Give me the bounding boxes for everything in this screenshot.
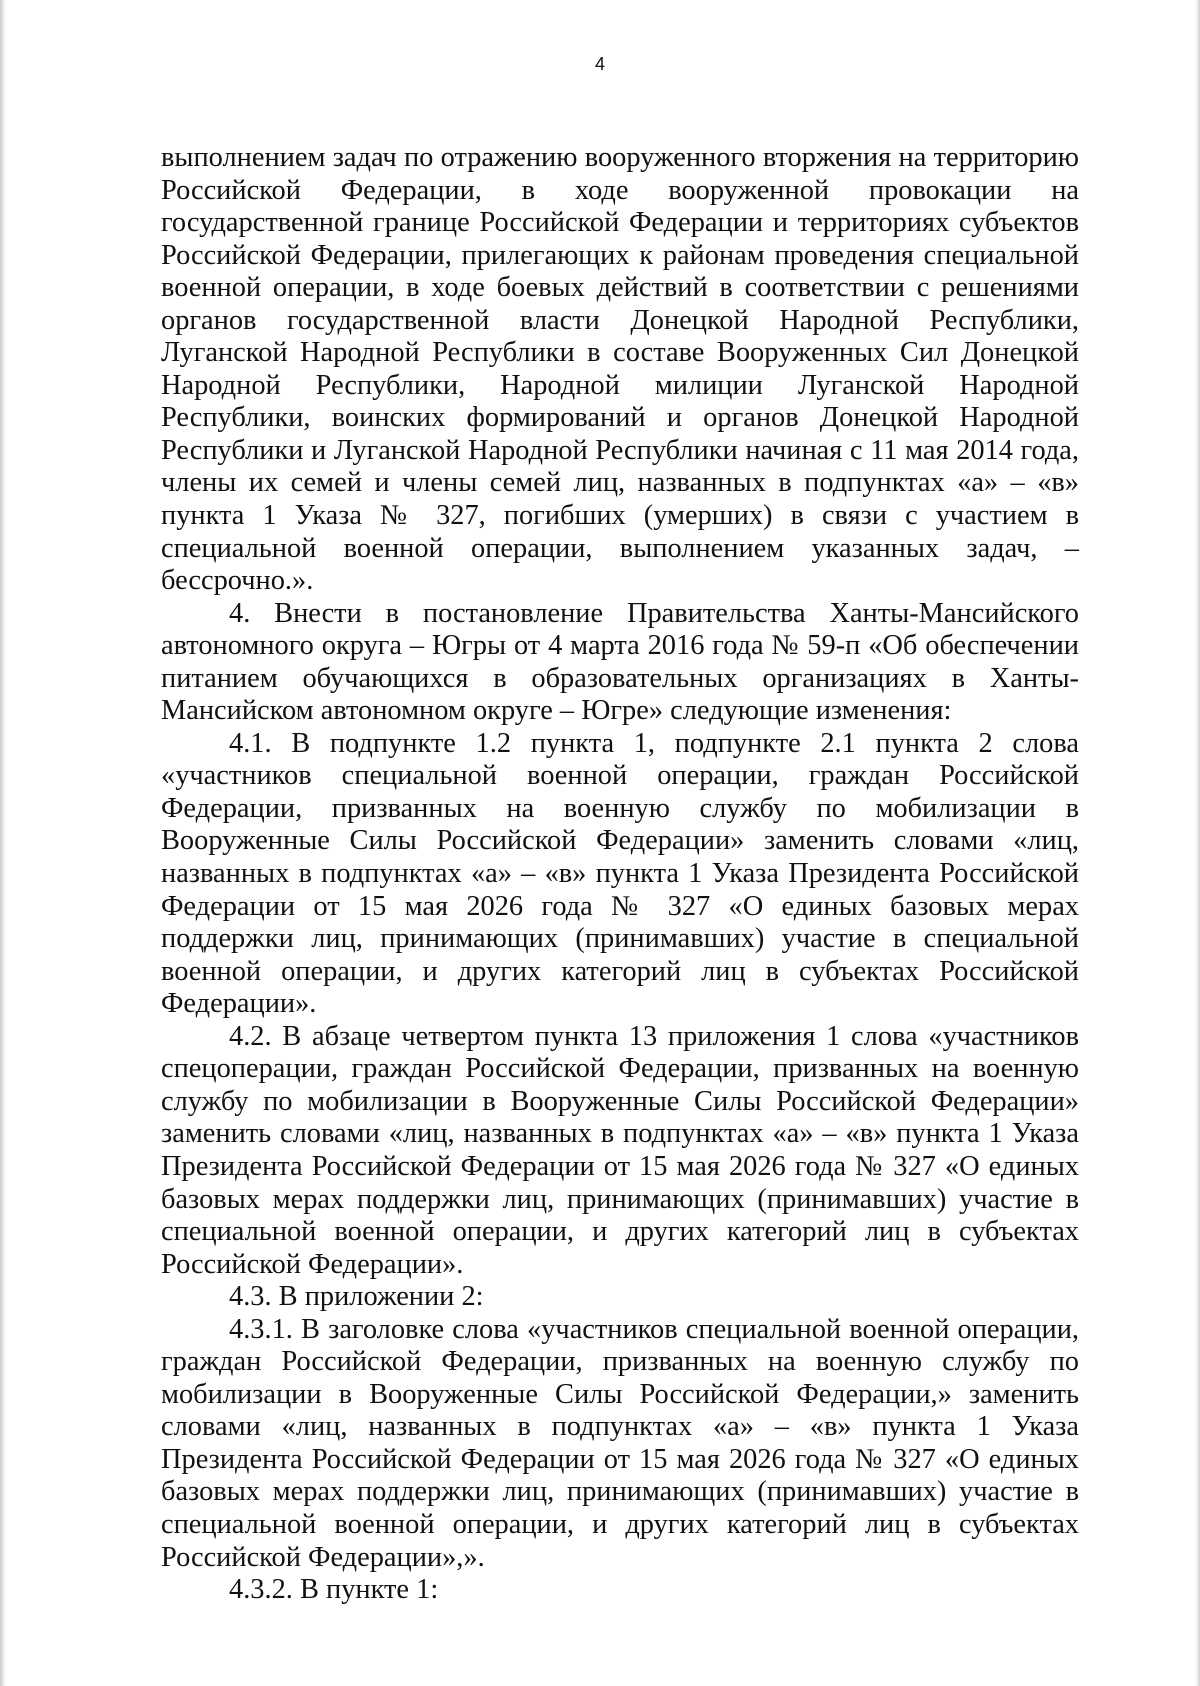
page-number: 4 [594, 54, 605, 74]
paragraph-item-4-3-1: 4.3.1. В заголовке слова «участников специальной военной операции, граждан Российской Федерации, призванных на военную службу по мобилизации в Вооруженные Силы Российской Федерации,» заменить словами «лиц, названных в подпунктах «а» – «в» пункта 1 Указа Президента Российской Федерации от 15 мая 2026 года № 327 «О единых базовых мерах поддержки лиц, принимающих (принимавших) участие в специальной военной операции, и других категорий лиц в субъектах Российской Федерации»,». [161, 1313, 1079, 1573]
paragraph-item-4-3-2: 4.3.2. В пункте 1: [229, 1574, 439, 1606]
paragraph-item-4: 4. Внести в постановление Правительства Ханты-Мансийского автономного округа – Югры от 4 марта 2016 года № 59-п «Об обеспечении питанием обучающихся в образовательных организациях в Ханты-Мансийском автономном округе – Югре» следующие изменения: [161, 597, 1079, 727]
scan-edge-left [0, 0, 6, 1686]
paragraph-item-4-2: 4.2. В абзаце четвертом пункта 13 приложения 1 слова «участников спецоперации, граждан Российской Федерации, призванных на военную службу по мобилизации в Вооруженные Силы Российской Федерации» заменить словами «лиц, названных в подпунктах «а» – «в» пункта 1 Указа Президента Российской Федерации от 15 мая 2026 года № 327 «О единых базовых мерах поддержки лиц, принимающих (принимавших) участие в специальной военной операции, и других категорий лиц в субъектах Российской Федерации». [161, 1020, 1079, 1280]
paragraph-item-4-1: 4.1. В подпункте 1.2 пункта 1, подпункте 2.1 пункта 2 слова «участников специальной военной операции, граждан Российской Федерации, призванных на военную службу по мобилизации в Вооруженные Силы Российской Федерации» заменить словами «лиц, названных в подпунктах «а» – «в» пункта 1 Указа Президента Российской Федерации от 15 мая 2026 года № 327 «О единых базовых мерах поддержки лиц, принимающих (принимавших) участие в специальной военной операции, и других категорий лиц в субъектах Российской Федерации». [161, 727, 1079, 1020]
document-body [161, 142, 1079, 1607]
paragraph-item-4-3: 4.3. В приложении 2: [229, 1281, 484, 1313]
scan-edge-right [1195, 0, 1200, 1686]
paragraph-continuation: выполнением задач по отражению вооруженного вторжения на территорию Российской Федерации, в ходе вооруженной провокации на государственной границе Российской Федерации и территориях субъектов Российской Федерации, прилегающих к районам проведения специальной военной операции, в ходе боевых действий в соответствии с решениями органов государственной власти Донецкой Народной Республики, Луганской Народной Республики в составе Вооруженных Сил Донецкой Народной Республики, Народной милиции Луганской Народной Республики, воинских формирований и органов Донецкой Народной Республики и Луганской Народной Республики начиная с 11 мая 2014 года, члены их семей и члены семей лиц, названных в подпунктах «а» – «в» пункта 1 Указа № 327, погибших (умерших) в связи с участием в специальной военной операции, выполнением указанных задач, – бессрочно.». [161, 142, 1079, 597]
